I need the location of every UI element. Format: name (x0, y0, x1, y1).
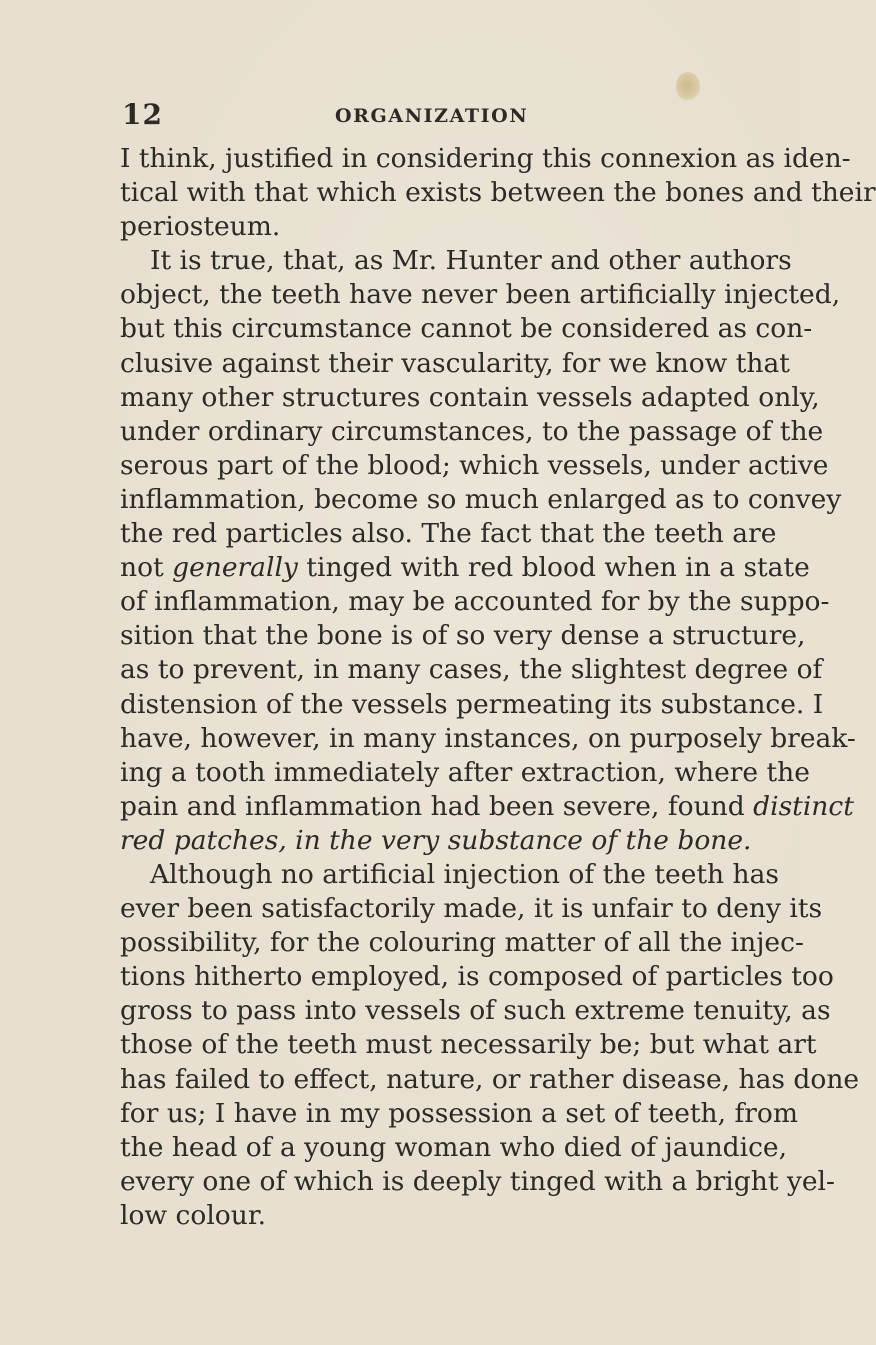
text-fragment: tinged with red blood when in a state (297, 552, 810, 584)
text-fragment: pain and inflammation had been severe, found (120, 790, 754, 822)
text-line: low colour. (120, 1199, 267, 1231)
text-line: those of the teeth must necessarily be; but what art (120, 1029, 817, 1061)
italic-text: distinct (753, 790, 854, 822)
text-line: tions hitherto employed, is composed of particles too (120, 961, 834, 993)
text-fragment: not (120, 552, 173, 584)
text-line: inflammation, become so much enlarged as to convey (120, 483, 842, 515)
running-title: ORGANIZATION (335, 105, 529, 127)
body-text (120, 142, 876, 1233)
text-line (120, 790, 854, 824)
text-line: sition that the bone is of so very dense a structure, (120, 620, 806, 652)
text-line: many other structures contain vessels adapted only, (120, 381, 820, 413)
text-line: tical with that which exists between the bones and their (120, 177, 876, 209)
page-number: 12 (122, 98, 163, 131)
text-line: distension of the vessels permeating its substance. I (120, 688, 824, 720)
text-line: as to prevent, in many cases, the slightest degree of (120, 654, 823, 686)
text-line: under ordinary circumstances, to the passage of the (120, 415, 824, 447)
italic-text: generally (172, 552, 298, 584)
text-line (120, 551, 810, 585)
page-header (122, 98, 762, 138)
text-line: of inflammation, may be accounted for by the suppo- (120, 586, 830, 618)
text-line: for us; I have in my possession a set of teeth, from (120, 1097, 799, 1129)
text-line: serous part of the blood; which vessels, under active (120, 449, 829, 481)
text-line: periosteum. (120, 211, 281, 243)
text-line: the head of a young woman who died of jaundice, (120, 1131, 788, 1163)
text-line: the red particles also. The fact that the teeth are (120, 518, 777, 550)
text-line: clusive against their vascularity, for we know that (120, 347, 790, 379)
text-line: gross to pass into vessels of such extreme tenuity, as (120, 995, 831, 1027)
text-line: but this circumstance cannot be considered as con- (120, 313, 813, 345)
text-line: has failed to effect, nature, or rather disease, has done (120, 1063, 860, 1095)
text-line: ever been satisfactorily made, it is unfair to deny its (120, 893, 823, 925)
text-line: It is true, that, as Mr. Hunter and other authors (150, 245, 792, 277)
text-line: ing a tooth immediately after extraction, where the (120, 756, 810, 788)
text-line: I think, justified in considering this connexion as iden- (120, 143, 851, 174)
italic-text-line: red patches, in the very substance of the bone. (120, 824, 752, 856)
text-line: every one of which is deeply tinged with a bright yel- (120, 1165, 835, 1197)
text-line: Although no artificial injection of the teeth has (150, 858, 780, 890)
text-line: have, however, in many instances, on purposely break- (120, 722, 856, 754)
text-line: possibility, for the colouring matter of all the injec- (120, 927, 804, 959)
text-line: object, the teeth have never been artificially injected, (120, 279, 841, 311)
